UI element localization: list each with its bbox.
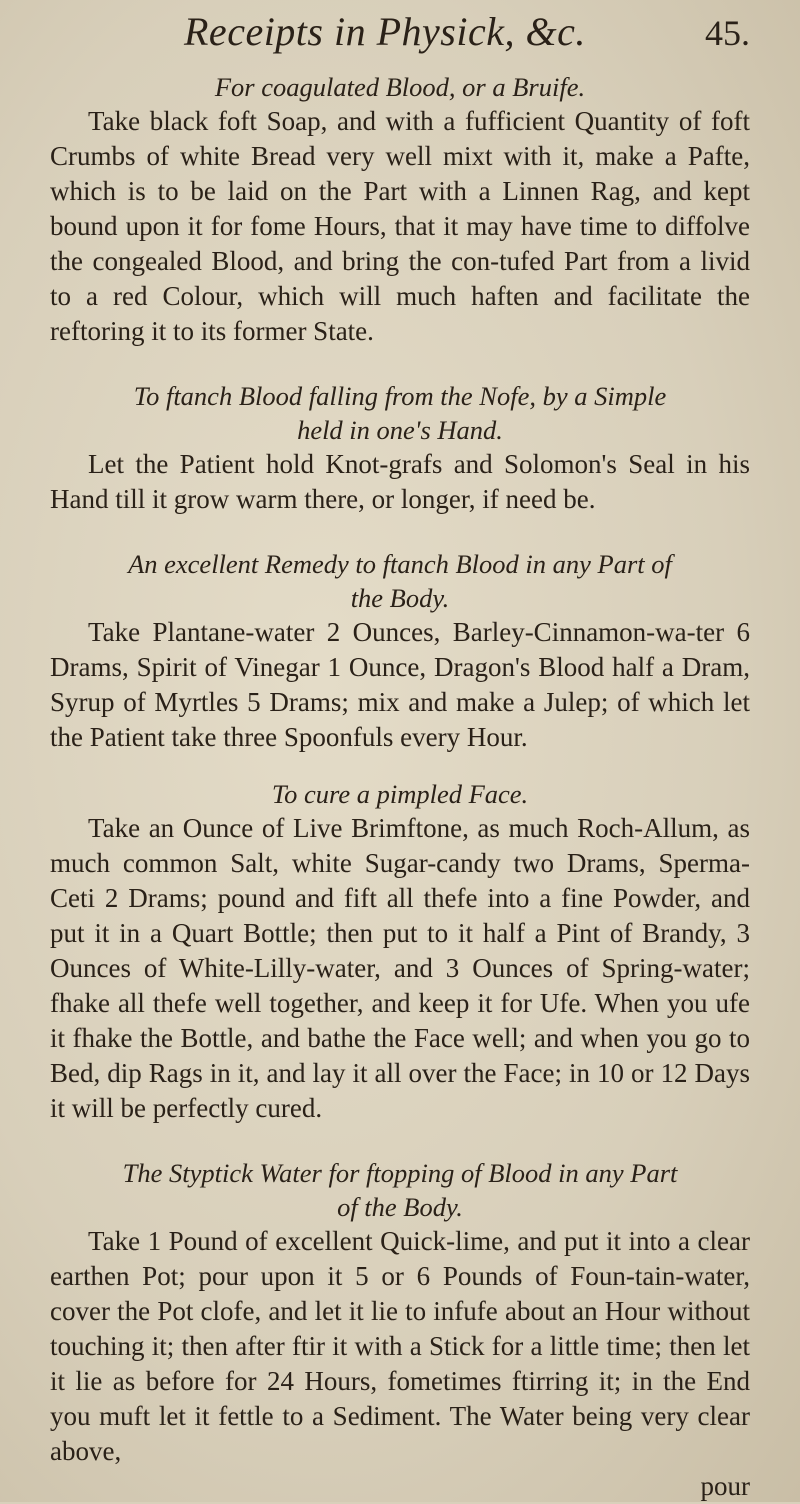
recipe-heading-cont: the Body. (350, 583, 450, 613)
recipe-heading: To ftanch Blood falling from the Nofe, by a Simple (133, 381, 667, 411)
recipe-heading: An excellent Remedy to ftanch Blood in any Part of (128, 549, 672, 579)
recipe-body: Take 1 Pound of excellent Quick-lime, and put it into a clear earthen Pot; pour upon it 5 or 6 Pounds of Foun-tain-water, cover the Pot clofe, and let it lie to infufe about an Hour without touching it; then after ftir it with a Stick for a little time; then let it lie as before for 24 Hours, fometimes ftirring it; in the End you muft let it fettle to a Sediment. The Water being very clear above, (50, 1226, 750, 1466)
recipe-body: Take black foft Soap, and with a fufficient Quantity of foft Crumbs of white Bread very well mixt with it, make a Pafte, which is to be laid on the Part with a Linnen Rag, and kept bound upon it for fome Hours, that it may have time to diffolve the congealed Blood, and bring the con-tufed Part from a livid to a red Colour, which will much haften and facilitate the reftoring it to its former State. (50, 106, 750, 346)
recipe-heading: To cure a pimpled Face. (271, 779, 529, 809)
recipe-section (50, 1156, 750, 1504)
recipe-section (50, 547, 750, 755)
recipe-body: Take Plantane-water 2 Ounces, Barley-Cinnamon-wa-ter 6 Drams, Spirit of Vinegar 1 Ounce, Dragon's Blood half a Dram, Syrup of Myrtles 5 Drams; mix and make a Julep; of which let the Patient take three Spoonfuls every Hour. (50, 617, 750, 752)
recipe-body: Take an Ounce of Live Brimftone, as much Roch-Allum, as much common Salt, white Sugar-candy two Drams, Sperma-Ceti 2 Drams; pound and fift all thefe into a fine Powder, and put it in a Quart Bottle; then put to it half a Pint of Brandy, 3 Ounces of White-Lilly-water, and 3 Ounces of Spring-water; fhake all thefe well together, and keep it for Ufe. When you ufe it fhake the Bottle, and bathe the Face well; and when you go to Bed, dip Rags in it, and lay it all over the Face; in 10 or 12 Days it will be perfectly cured. (50, 813, 750, 1123)
recipe-heading: For coagulated Blood, or a Bruife. (214, 72, 586, 102)
running-title: Receipts in Physick, &c. (184, 9, 586, 54)
page-number: 45. (705, 13, 750, 53)
catchword: pour (700, 1471, 750, 1501)
recipe-body: Let the Patient hold Knot-grafs and Solomon's Seal in his Hand till it grow warm there, or longer, if need be. (50, 449, 750, 514)
recipe-heading-cont: held in one's Hand. (297, 415, 503, 445)
recipe-section (50, 70, 750, 349)
recipe-section (50, 379, 750, 517)
running-head (50, 0, 750, 70)
recipe-heading-cont: of the Body. (337, 1192, 463, 1222)
recipe-section (50, 777, 750, 1126)
recipe-heading: The Styptick Water for ftopping of Blood in any Part (122, 1158, 678, 1188)
